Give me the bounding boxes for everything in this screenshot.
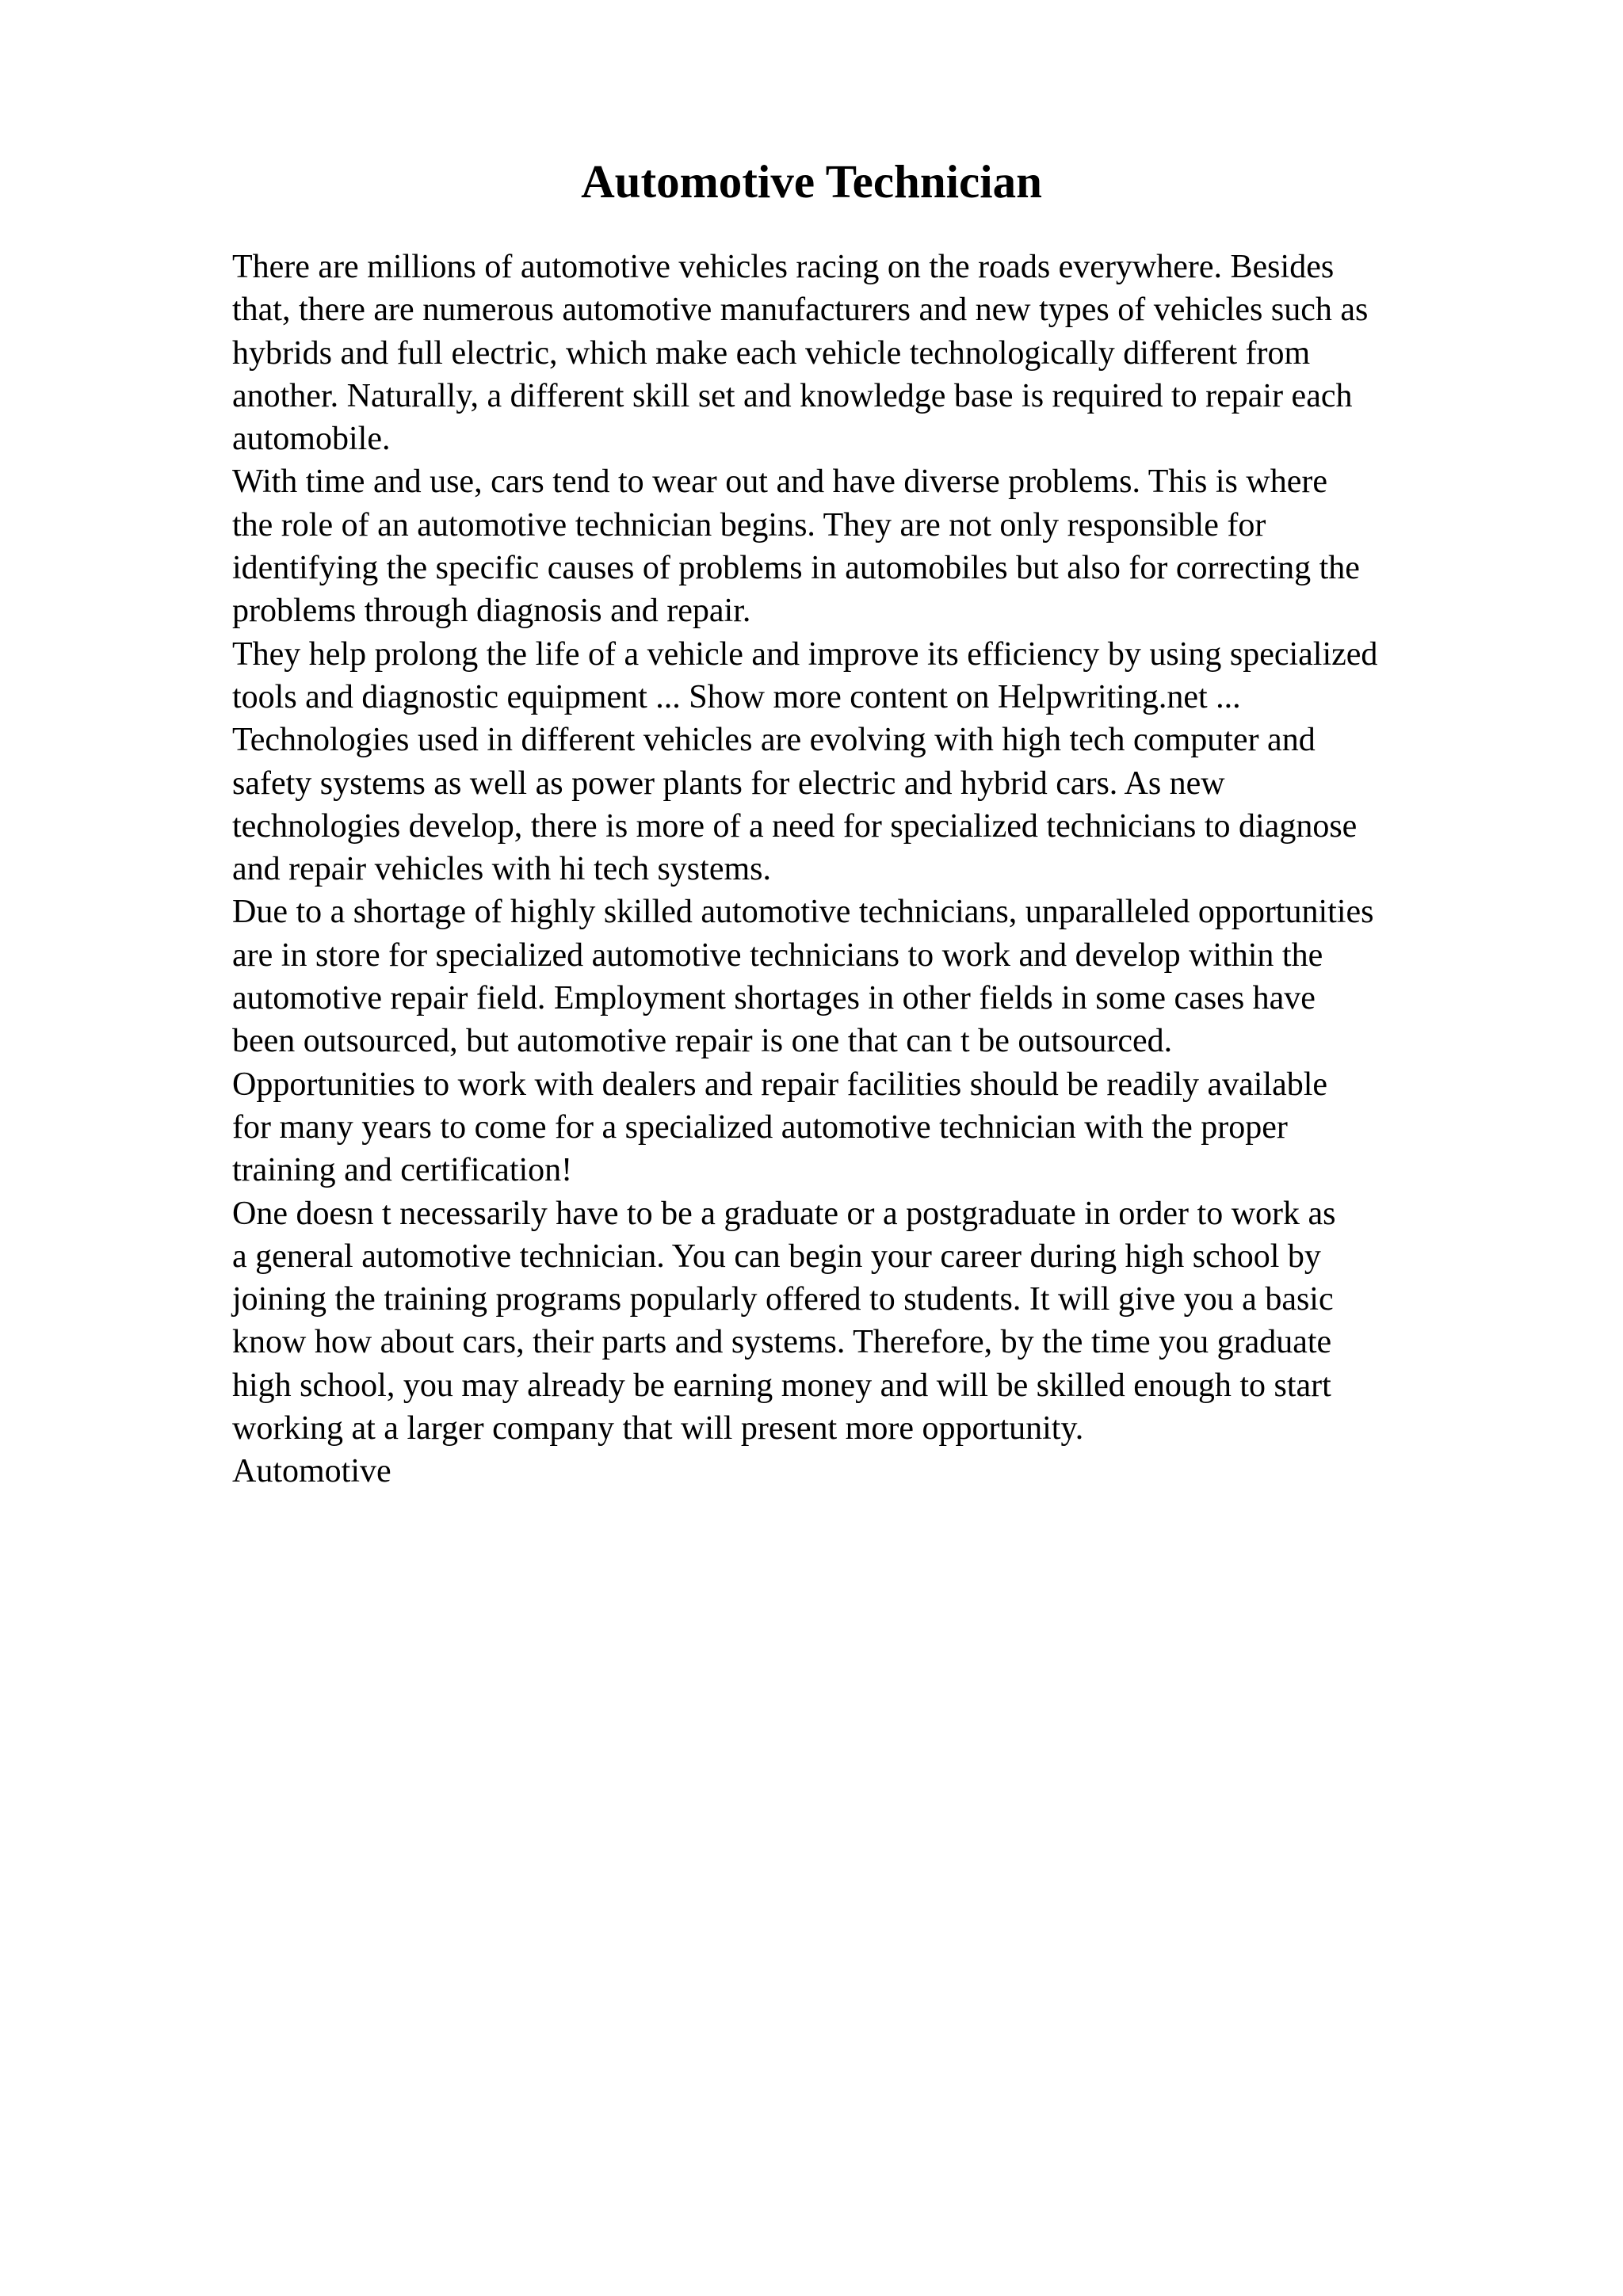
text-line: training and certification!: [232, 1152, 573, 1189]
text-line: Opportunities to work with dealers and repair facilities should be readily available: [232, 1066, 1328, 1103]
text-line: tools and diagnostic equipment ... Show more content on Helpwriting.net ...: [232, 678, 1241, 715]
document-body: [232, 246, 1516, 1493]
text-line: identifying the specific causes of problems in automobiles but also for correcting the: [232, 550, 1360, 587]
text-line: high school, you may already be earning money and will be skilled enough to start: [232, 1367, 1331, 1404]
text-line: automotive repair field. Employment shortages in other fields in some cases have: [232, 980, 1316, 1017]
text-line: automobile.: [232, 421, 391, 458]
text-line: problems through diagnosis and repair.: [232, 593, 751, 630]
text-line: a general automotive technician. You can begin your career during high school by: [232, 1238, 1321, 1275]
document-title: Automotive Technician: [581, 155, 1042, 208]
text-line: and repair vehicles with hi tech systems.: [232, 851, 771, 888]
text-line: another. Naturally, a different skill set and knowledge base is required to repair each: [232, 377, 1353, 414]
text-line: technologies develop, there is more of a need for specialized technicians to diagnose: [232, 807, 1358, 845]
text-line: Automotive: [232, 1453, 391, 1490]
text-line: know how about cars, their parts and systems. Therefore, by the time you graduate: [232, 1324, 1332, 1361]
text-line: working at a larger company that will present more opportunity.: [232, 1410, 1084, 1447]
text-line: been outsourced, but automotive repair is one that can t be outsourced.: [232, 1023, 1173, 1060]
text-line: With time and use, cars tend to wear out and have diverse problems. This is where: [232, 463, 1327, 501]
text-line: the role of an automotive technician begins. They are not only responsible for: [232, 506, 1266, 543]
text-line: for many years to come for a specialized automotive technician with the proper: [232, 1108, 1288, 1146]
text-line: There are millions of automotive vehicles racing on the roads everywhere. Besides: [232, 249, 1335, 285]
text-line: that, there are numerous automotive manufacturers and new types of vehicles such as: [232, 292, 1369, 329]
text-line: Technologies used in different vehicles are evolving with high tech computer and: [232, 722, 1316, 759]
text-line: One doesn t necessarily have to be a graduate or a postgraduate in order to work as: [232, 1195, 1336, 1232]
text-line: hybrids and full electric, which make each vehicle technologically different from: [232, 334, 1311, 372]
text-line: Due to a shortage of highly skilled automotive technicians, unparalleled opportunities: [232, 894, 1374, 931]
text-line: safety systems as well as power plants for electric and hybrid cars. As new: [232, 765, 1225, 802]
text-line: joining the training programs popularly offered to students. It will give you a basic: [232, 1281, 1334, 1318]
text-line: They help prolong the life of a vehicle and improve its efficiency by using specialized: [232, 635, 1378, 673]
text-line: are in store for specialized automotive technicians to work and develop within the: [232, 936, 1323, 974]
